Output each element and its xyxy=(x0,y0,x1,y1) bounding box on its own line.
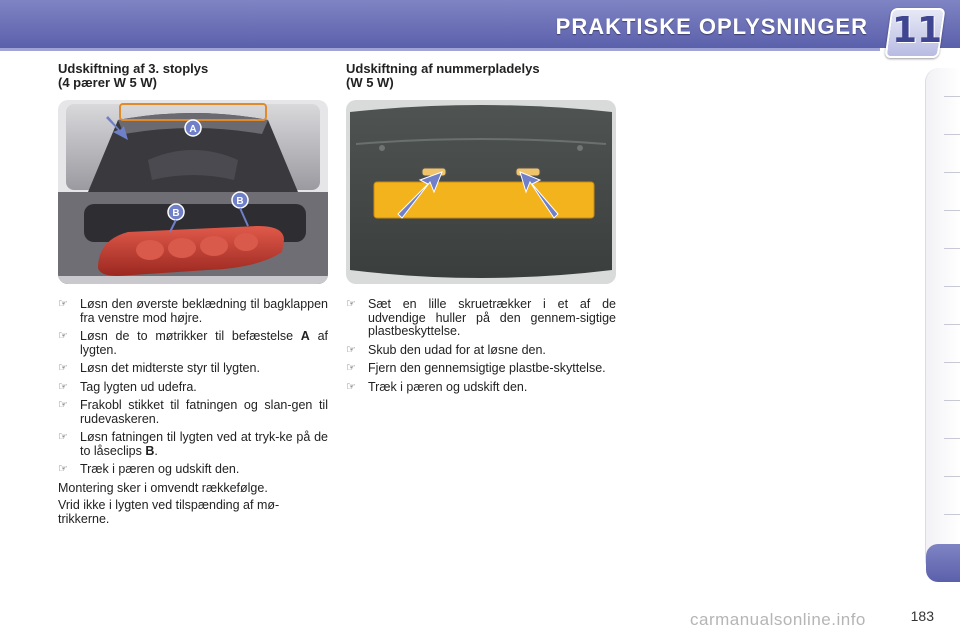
heading-line: (4 pærer W 5 W) xyxy=(58,75,157,90)
instruction-list xyxy=(346,298,616,394)
pointer-hand-icon: ☞ xyxy=(58,380,68,393)
reference-label: B xyxy=(145,443,155,458)
index-mark xyxy=(944,438,960,439)
list-item: ☞ Træk i pæren og udskift den. xyxy=(346,379,528,394)
chapter-number: 11 xyxy=(892,10,943,51)
note-paragraph: Montering sker i omvendt rækkefølge. xyxy=(58,480,268,495)
list-item: ☞ Løsn det midterste styr til lygten. xyxy=(58,361,260,375)
pointer-hand-icon: ☞ xyxy=(58,330,68,342)
index-mark xyxy=(944,210,960,211)
pointer-hand-icon: ☞ xyxy=(346,380,356,393)
pointer-hand-icon: ☞ xyxy=(58,362,68,374)
pointer-hand-icon: ☞ xyxy=(346,362,356,374)
section-heading xyxy=(346,62,616,90)
index-mark xyxy=(944,248,960,249)
list-item: ☞ Skub den udad for at løsne den. xyxy=(346,342,546,357)
index-mark xyxy=(944,362,960,363)
instruction-list xyxy=(58,298,328,477)
brake-light-illustration xyxy=(58,100,328,284)
page-number: 183 xyxy=(910,608,934,624)
index-mark xyxy=(944,172,960,173)
heading-line: Udskiftning af nummerpladelys xyxy=(346,61,540,76)
list-item: ☞ Fjern den gennemsigtige plastbe-skyttelse. xyxy=(346,361,606,375)
heading-line: Udskiftning af 3. stoplys xyxy=(58,61,209,76)
section-license-plate-light xyxy=(346,62,616,399)
header-rule xyxy=(0,48,880,51)
chapter-index-strip xyxy=(925,68,960,574)
section-heading xyxy=(58,62,328,90)
pointer-hand-icon: ☞ xyxy=(58,399,68,411)
index-mark xyxy=(944,96,960,97)
index-mark xyxy=(944,324,960,325)
license-plate-illustration xyxy=(346,100,616,284)
list-item: ☞ Løsn den øverste beklædning til bagklappen fra venstre mod højre. xyxy=(58,297,328,325)
license-plate-drawing xyxy=(346,100,616,284)
list-item: ☞ Træk i pæren og udskift den. xyxy=(58,462,240,476)
brake-light-drawing xyxy=(58,100,328,284)
label-b-right: B xyxy=(236,196,244,207)
note-paragraph: Vrid ikke i lygten ved tilspænding af mø-trikkerne. xyxy=(58,498,280,526)
pointer-hand-icon: ☞ xyxy=(58,298,68,310)
watermark: carmanualsonline.info xyxy=(690,610,866,629)
list-item: ☞ Løsn fatningen til lygten ved at tryk-ke på de to låseclips B. xyxy=(58,430,328,458)
list-item: ☞ Løsn de to møtrikker til befæstelse A af lygten. xyxy=(58,329,328,357)
pointer-hand-icon: ☞ xyxy=(58,431,68,443)
index-mark xyxy=(944,476,960,477)
label-b-left: B xyxy=(172,208,180,219)
page-title: PRAKTISKE OPLYSNINGER xyxy=(555,14,868,39)
index-mark xyxy=(944,286,960,287)
pointer-hand-icon: ☞ xyxy=(58,463,68,475)
pointer-hand-icon: ☞ xyxy=(346,298,356,310)
heading-line: (W 5 W) xyxy=(346,75,394,90)
section-third-brake-light xyxy=(58,62,328,530)
label-a: A xyxy=(189,124,197,135)
index-mark xyxy=(944,134,960,135)
list-item: ☞ Sæt en lille skruetrækker i et af de udvendige huller på den gennem-sigtige plastbeskyttelse. xyxy=(346,297,616,338)
reference-label: A xyxy=(300,329,310,343)
index-tab-active[interactable] xyxy=(926,544,960,582)
pointer-hand-icon: ☞ xyxy=(346,343,356,356)
list-item: ☞ Tag lygten ud udefra. xyxy=(58,379,197,394)
index-mark xyxy=(944,400,960,401)
index-mark xyxy=(944,514,960,515)
list-item: ☞ Frakobl stikket til fatningen og slan-gen til rudevaskeren. xyxy=(58,398,328,426)
